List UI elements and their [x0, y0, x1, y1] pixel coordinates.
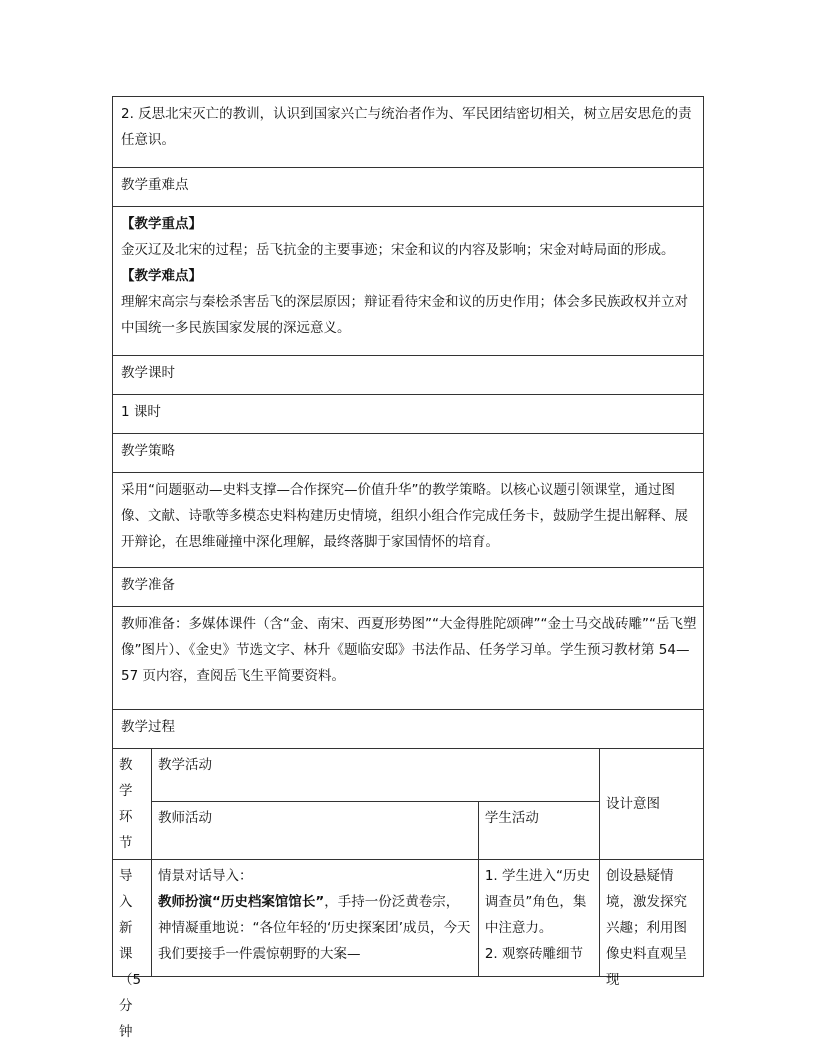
process-table: [112, 748, 704, 1040]
row1-teacher-rest: ，手持一份泛黄卷宗，神情凝重地说：“各位年轻的‘历史探案团’成员，今天我们要接手一件震惊朝野的大案—: [157, 894, 471, 962]
row1-student-1: 1. 学生进入“历史调查员”角色，集中注意力。: [484, 868, 590, 936]
row1-teacher-bold: 教师扮演“历史档案馆馆长”: [157, 894, 325, 910]
prep-text: 教师准备：多媒体课件（含“金、南宋、西夏形势图”“大金得胜陀颂碑”“金士马交战砖雕”“岳飞塑像”图片）、《金史》节选文字、林升《题临安邸》书法作品、任务学习单。学生预习教材第 54—57 页内容，查阅岳飞生平简要资料。: [113, 607, 704, 710]
strategy-text: 采用“问题驱动—史料支撑—合作探究—价值升华”的教学策略。以核心议题引领课堂，通过图像、文献、诗歌等多模态史料构建历史情境，组织小组合作完成任务卡，鼓励学生提出解释、展开辩论，在思维碰撞中深化理解，最终落脚于家国情怀的培育。: [113, 473, 704, 568]
objective-2: 2. 反思北宋灭亡的教训，认识到国家兴亡与统治者作为、军民团结密切相关，树立居安思危的责任意识。: [113, 97, 704, 168]
header-stage: 教学环节: [113, 749, 152, 860]
row1-teacher: [158, 863, 472, 973]
section-title-hours: 教学课时: [113, 356, 704, 395]
lesson-plan-page: [112, 96, 704, 1040]
header-student: 学生活动: [478, 801, 599, 859]
difficult-points-text: 理解宋高宗与秦桧杀害岳飞的深层原因；辩证看待宋金和议的历史作用；体会多民族政权并立对中国统一多民族国家发展的深远意义。: [121, 294, 688, 336]
difficult-points-label: 【教学难点】: [121, 268, 202, 284]
lesson-plan-table: [112, 96, 704, 749]
header-teacher: 教师活动: [151, 801, 478, 859]
key-points-text: 金灭辽及北宋的过程；岳飞抗金的主要事迹；宋金和议的内容及影响；宋金对峙局面的形成。: [121, 242, 675, 258]
section-title-key-difficult: 教学重难点: [113, 168, 704, 207]
row1-teacher-line1: 情景对话导入：: [157, 868, 253, 884]
section-title-strategy: 教学策略: [113, 434, 704, 473]
row1-design: 创设悬疑情境，激发探究兴趣；利用图像史料直观呈现: [606, 868, 688, 988]
section-title-prep: 教学准备: [113, 568, 704, 607]
header-activity: 教学活动: [151, 749, 599, 802]
row1-student: [485, 863, 593, 973]
section-title-process: 教学过程: [113, 710, 704, 749]
hours-value: 1 课时: [113, 395, 704, 434]
key-difficult-content: [113, 207, 704, 356]
row1-student-2: 2. 观察砖雕细节: [484, 946, 583, 962]
header-design: 设计意图: [600, 749, 704, 860]
row1-stage: 导入新课（5 分钟: [119, 868, 142, 1040]
key-points-label: 【教学重点】: [121, 216, 202, 232]
